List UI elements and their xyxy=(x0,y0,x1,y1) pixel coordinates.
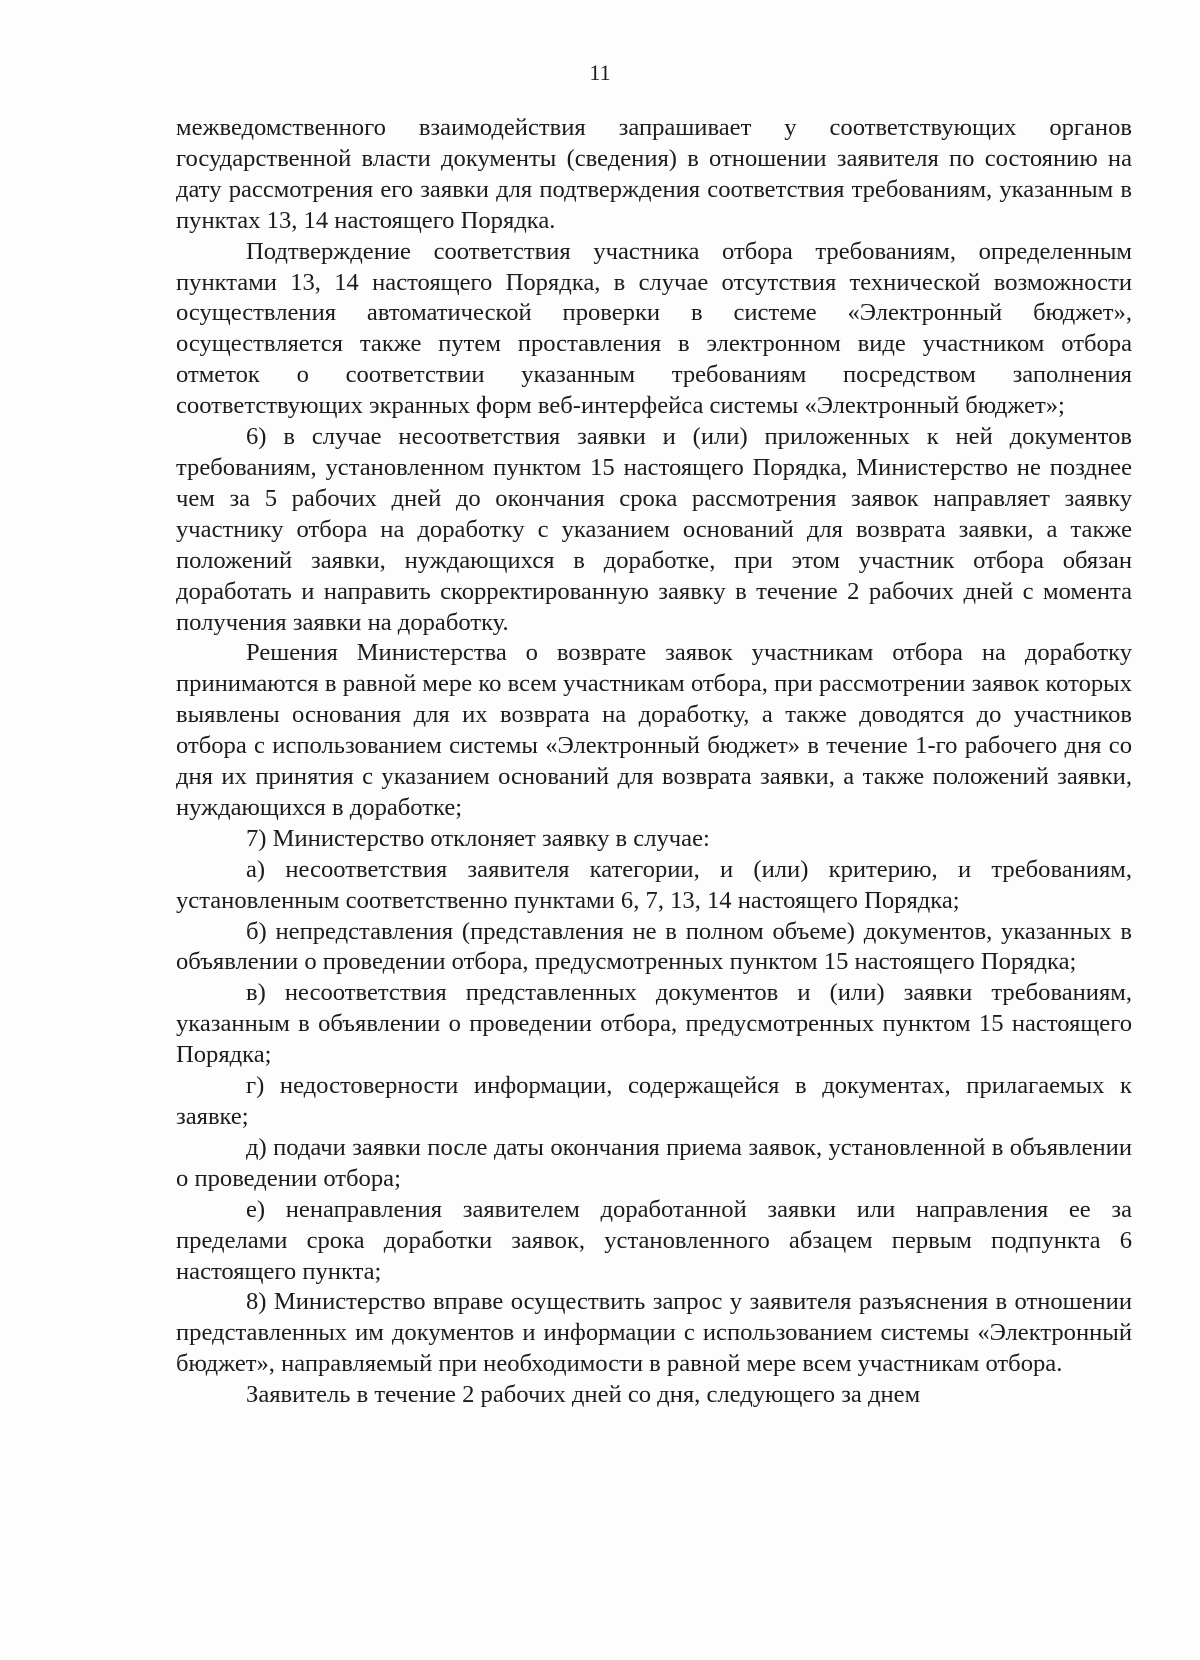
paragraph-item-7e: е) ненаправления заявителем доработанной заявки или направления ее за пределами срока доработки заявок, установленного абзацем первым подпункта 6 настоящего пункта; xyxy=(176,1195,1132,1285)
paragraph-return-decisions: Решения Министерства о возврате заявок участникам отбора на доработку принимаются в равной мере ко всем участникам отбора, при рассмотрении заявок которых выявлены основания для их возврата на доработку, а также доводятся до участников отбора с использованием системы «Электронный бюджет» в течение 1-го рабочего дня со дня их принятия с указанием оснований для возврата заявки, а также положений заявки, нуждающихся в доработке; xyxy=(176,639,1132,821)
paragraph-item-8: 8) Министерство вправе осуществить запрос у заявителя разъяснения в отношении представленных им документов и информации с использованием системы «Электронный бюджет», направляемый при необходимости в равной мере всем участникам отбора. xyxy=(176,1288,1132,1378)
paragraph-item-7a: а) несоответствия заявителя категории, и (или) критерию, и требованиям, установленным соответственно пунктами 6, 7, 13, 14 настоящего Порядка; xyxy=(176,855,1132,914)
paragraph-item-7d: д) подачи заявки после даты окончания приема заявок, установленной в объявлении о проведении отбора; xyxy=(176,1133,1132,1192)
paragraph-applicant-deadline: Заявитель в течение 2 рабочих дней со дня, следующего за днем xyxy=(246,1381,921,1409)
paragraph-item-7: 7) Министерство отклоняет заявку в случае: xyxy=(246,824,710,852)
document-body xyxy=(176,113,1132,1411)
paragraph-item-7b: б) непредставления (представления не в полном объеме) документов, указанных в объявлении о проведении отбора, предусмотренных пунктом 15 настоящего Порядка; xyxy=(176,917,1132,976)
paragraph-item-7g: г) недостоверности информации, содержащейся в документах, прилагаемых к заявке; xyxy=(176,1072,1132,1130)
paragraph-item-7v: в) несоответствия представленных документов и (или) заявки требованиям, указанным в объявлении о проведении отбора, предусмотренных пунктом 15 настоящего Порядка; xyxy=(176,979,1132,1069)
paragraph-item-6: 6) в случае несоответствия заявки и (или) приложенных к ней документов требованиям, установленном пунктом 15 настоящего Порядка, Министерство не позднее чем за 5 рабочих дней до окончания срока рассмотрения заявок направляет заявку участнику отбора на доработку с указанием оснований для возврата заявки, а также положений заявки, нуждающихся в доработке, при этом участник отбора обязан доработать и направить скорректированную заявку в течение 2 рабочих дней с момента получения заявки на доработку. xyxy=(176,423,1132,636)
paragraph-interagency-request: межведомственного взаимодействия запрашивает у соответствующих органов государственной власти документы (сведения) в отношении заявителя по состоянию на дату рассмотрения его заявки для подтверждения соответствия требованиям, указанным в пунктах 13, 14 настоящего Порядка. xyxy=(176,114,1132,234)
page-number: 11 xyxy=(589,60,611,85)
paragraph-compliance-confirmation: Подтверждение соответствия участника отбора требованиям, определенным пунктами 13, 14 настоящего Порядка, в случае отсутствия технической возможности осуществления автоматической проверки в системе «Электронный бюджет», осуществляется также путем проставления в электронном виде участником отбора отметок о соответствии указанным требованиям посредством заполнения соответствующих экранных форм веб-интерфейса системы «Электронный бюджет»; xyxy=(176,237,1132,420)
